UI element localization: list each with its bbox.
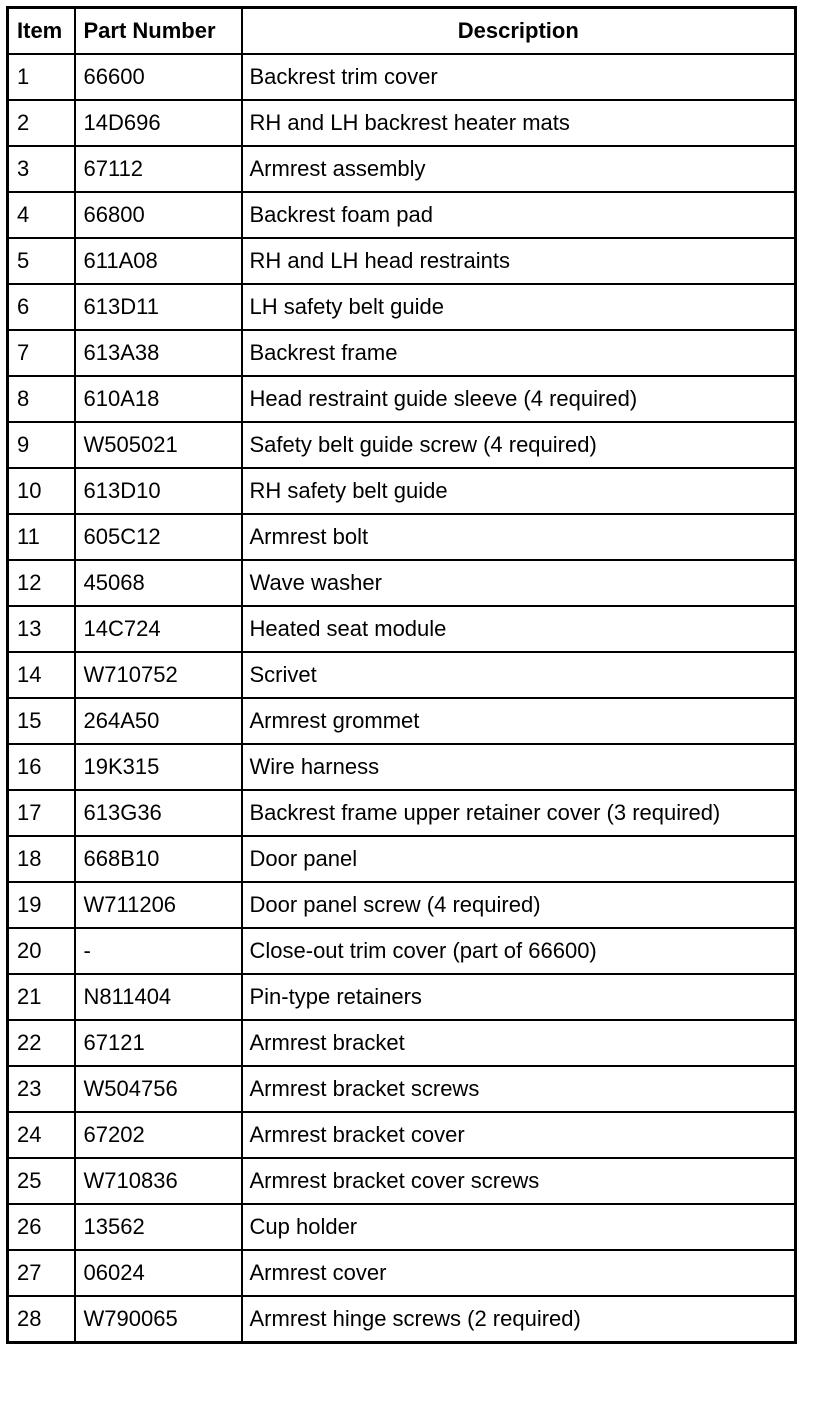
item-cell: 25 xyxy=(8,1158,75,1204)
description-cell: Heated seat module xyxy=(242,606,796,652)
description-cell: Scrivet xyxy=(242,652,796,698)
part-number-cell: 613D10 xyxy=(75,468,242,514)
part-number-cell: N811404 xyxy=(75,974,242,1020)
table-row xyxy=(8,422,796,468)
item-cell: 21 xyxy=(8,974,75,1020)
table-row xyxy=(8,1204,796,1250)
description-cell: Close-out trim cover (part of 66600) xyxy=(242,928,796,974)
part-number-cell: 668B10 xyxy=(75,836,242,882)
table-row xyxy=(8,146,796,192)
description-cell: Wire harness xyxy=(242,744,796,790)
header-row xyxy=(8,8,796,55)
item-cell: 3 xyxy=(8,146,75,192)
item-cell: 20 xyxy=(8,928,75,974)
table-row xyxy=(8,928,796,974)
part-number-cell: 06024 xyxy=(75,1250,242,1296)
description-cell: Backrest foam pad xyxy=(242,192,796,238)
table-row xyxy=(8,468,796,514)
part-number-cell: 14C724 xyxy=(75,606,242,652)
table-row xyxy=(8,1250,796,1296)
item-cell: 4 xyxy=(8,192,75,238)
table-row xyxy=(8,284,796,330)
part-number-cell: 67202 xyxy=(75,1112,242,1158)
description-cell: RH and LH head restraints xyxy=(242,238,796,284)
table-row xyxy=(8,514,796,560)
header-part-number: Part Number xyxy=(75,8,242,55)
item-cell: 5 xyxy=(8,238,75,284)
item-cell: 2 xyxy=(8,100,75,146)
item-cell: 1 xyxy=(8,54,75,100)
item-cell: 8 xyxy=(8,376,75,422)
part-number-cell: 613A38 xyxy=(75,330,242,376)
table-row xyxy=(8,744,796,790)
description-cell: Armrest bracket cover screws xyxy=(242,1158,796,1204)
part-number-cell: W504756 xyxy=(75,1066,242,1112)
item-cell: 15 xyxy=(8,698,75,744)
item-cell: 7 xyxy=(8,330,75,376)
description-cell: Head restraint guide sleeve (4 required) xyxy=(242,376,796,422)
description-cell: Armrest bracket screws xyxy=(242,1066,796,1112)
part-number-cell: W711206 xyxy=(75,882,242,928)
description-cell: Armrest cover xyxy=(242,1250,796,1296)
table-row xyxy=(8,560,796,606)
table-body xyxy=(8,54,796,1343)
item-cell: 11 xyxy=(8,514,75,560)
part-number-cell: 264A50 xyxy=(75,698,242,744)
part-number-cell: 613D11 xyxy=(75,284,242,330)
table-row xyxy=(8,652,796,698)
description-cell: RH and LH backrest heater mats xyxy=(242,100,796,146)
description-cell: Backrest trim cover xyxy=(242,54,796,100)
description-cell: Backrest frame upper retainer cover (3 required) xyxy=(242,790,796,836)
part-number-cell: 67121 xyxy=(75,1020,242,1066)
table-row xyxy=(8,54,796,100)
item-cell: 23 xyxy=(8,1066,75,1112)
table-row xyxy=(8,1296,796,1343)
description-cell: Armrest hinge screws (2 required) xyxy=(242,1296,796,1343)
table-row xyxy=(8,1066,796,1112)
description-cell: Armrest bracket xyxy=(242,1020,796,1066)
description-cell: Backrest frame xyxy=(242,330,796,376)
item-cell: 18 xyxy=(8,836,75,882)
item-cell: 27 xyxy=(8,1250,75,1296)
item-cell: 22 xyxy=(8,1020,75,1066)
description-cell: RH safety belt guide xyxy=(242,468,796,514)
item-cell: 24 xyxy=(8,1112,75,1158)
table-row xyxy=(8,376,796,422)
table-header xyxy=(8,8,796,55)
part-number-cell: 610A18 xyxy=(75,376,242,422)
item-cell: 10 xyxy=(8,468,75,514)
table-row xyxy=(8,882,796,928)
part-number-cell: W790065 xyxy=(75,1296,242,1343)
table-row xyxy=(8,974,796,1020)
table-row xyxy=(8,698,796,744)
part-number-cell: 605C12 xyxy=(75,514,242,560)
table-row xyxy=(8,192,796,238)
part-number-cell: W710836 xyxy=(75,1158,242,1204)
description-cell: Armrest bolt xyxy=(242,514,796,560)
item-cell: 26 xyxy=(8,1204,75,1250)
part-number-cell: 13562 xyxy=(75,1204,242,1250)
description-cell: Armrest bracket cover xyxy=(242,1112,796,1158)
item-cell: 14 xyxy=(8,652,75,698)
part-number-cell: W710752 xyxy=(75,652,242,698)
description-cell: Door panel screw (4 required) xyxy=(242,882,796,928)
item-cell: 9 xyxy=(8,422,75,468)
table-row xyxy=(8,790,796,836)
part-number-cell: 611A08 xyxy=(75,238,242,284)
part-number-cell: 66600 xyxy=(75,54,242,100)
header-item: Item xyxy=(8,8,75,55)
item-cell: 16 xyxy=(8,744,75,790)
table-row xyxy=(8,836,796,882)
item-cell: 17 xyxy=(8,790,75,836)
description-cell: Safety belt guide screw (4 required) xyxy=(242,422,796,468)
description-cell: Door panel xyxy=(242,836,796,882)
item-cell: 12 xyxy=(8,560,75,606)
header-description: Description xyxy=(242,8,796,55)
item-cell: 13 xyxy=(8,606,75,652)
item-cell: 6 xyxy=(8,284,75,330)
part-number-cell: 67112 xyxy=(75,146,242,192)
description-cell: Armrest assembly xyxy=(242,146,796,192)
part-number-cell: 45068 xyxy=(75,560,242,606)
table-row xyxy=(8,1020,796,1066)
part-number-cell: - xyxy=(75,928,242,974)
part-number-cell: 14D696 xyxy=(75,100,242,146)
item-cell: 28 xyxy=(8,1296,75,1343)
description-cell: Cup holder xyxy=(242,1204,796,1250)
part-number-cell: 19K315 xyxy=(75,744,242,790)
description-cell: LH safety belt guide xyxy=(242,284,796,330)
part-number-cell: 66800 xyxy=(75,192,242,238)
description-cell: Armrest grommet xyxy=(242,698,796,744)
description-cell: Pin-type retainers xyxy=(242,974,796,1020)
table-row xyxy=(8,606,796,652)
parts-table xyxy=(6,6,797,1344)
part-number-cell: W505021 xyxy=(75,422,242,468)
table-row xyxy=(8,100,796,146)
table-row xyxy=(8,1158,796,1204)
description-cell: Wave washer xyxy=(242,560,796,606)
table-row xyxy=(8,330,796,376)
table-row xyxy=(8,1112,796,1158)
table-row xyxy=(8,238,796,284)
part-number-cell: 613G36 xyxy=(75,790,242,836)
item-cell: 19 xyxy=(8,882,75,928)
